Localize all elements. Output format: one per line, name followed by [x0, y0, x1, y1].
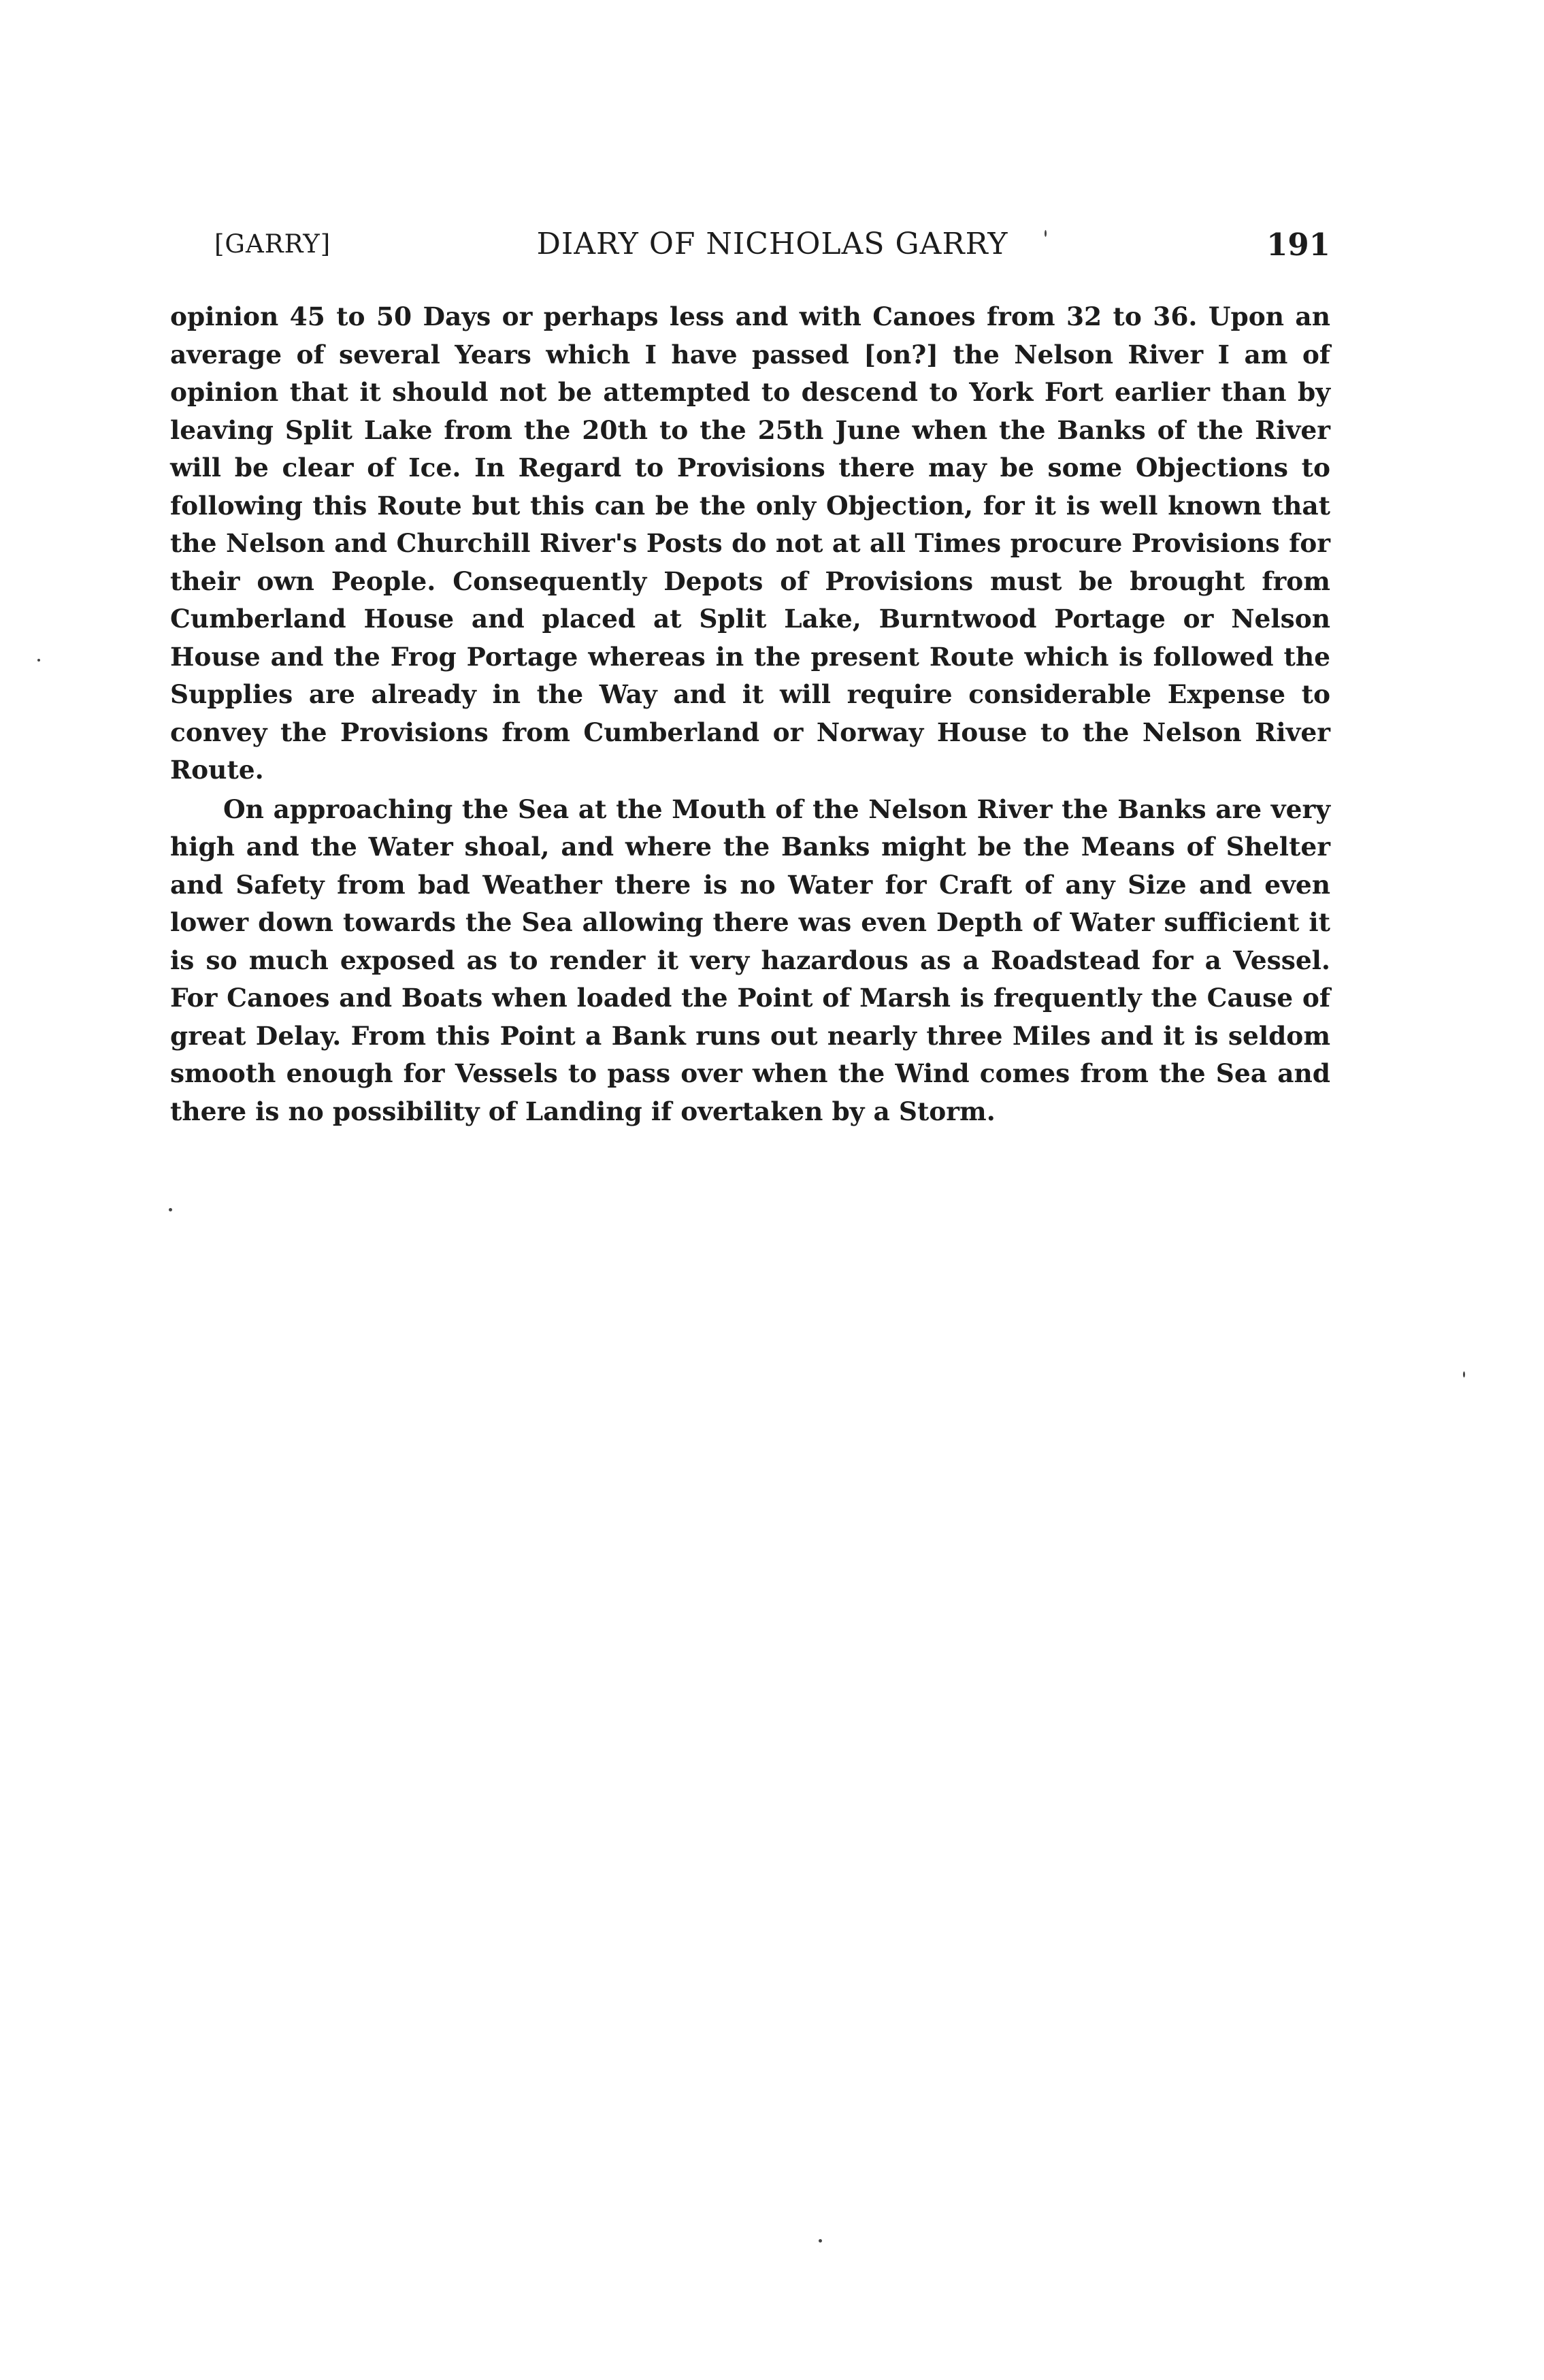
running-head-author: [GARRY]: [214, 229, 331, 259]
body-text: [170, 298, 1330, 1130]
paper-speck: [169, 1208, 172, 1211]
paragraph-2: On approaching the Sea at the Mouth of the Nelson River the Banks are very high and the Water shoal, and where the Banks might be the Means of Shelter and Safety from bad Weather there is no Water for Craft of any Size and even lower down towards the Sea allowing there was even Depth of Water sufficient it is so much exposed as to render it very hazardous as a Roadstead for a Vessel. For Canoes and Boats when loaded the Point of Marsh is frequently the Cause of great Delay. From this Point a Bank runs out nearly three Miles and it is seldom smooth enough for Vessels to pass over when the Wind comes from the Sea and there is no possibility of Landing if overtaken by a Storm.: [170, 794, 1330, 1126]
running-head: [214, 227, 1330, 274]
running-head-title: DIARY OF NICHOLAS GARRY: [536, 227, 1008, 261]
paper-speck: [1045, 230, 1047, 237]
paragraph-1: opinion 45 to 50 Days or perhaps less and with Canoes from 32 to 36. Upon an average of several Years which I have passed [on?] the Nelson River I am of opinion that it should not be attempted to descend to York Fort earlier than by leaving Split Lake from the 20th to the 25th June when the Banks of the River will be clear of Ice. In Regard to Provisions there may be some Objections to following this Route but this can be the only Objection, for it is well known that the Nelson and Churchill River's Posts do not at all Times procure Provisions for their own People. Consequently Depots of Provisions must be brought from Cumberland House and placed at Split Lake, Burntwood Portage or Nelson House and the Frog Portage whereas in the present Route which is followed the Supplies are already in the Way and it will require considerable Expense to convey the Provisions from Cumberland or Norway House to the Nelson River Route.: [170, 301, 1330, 785]
paper-speck: [819, 2239, 822, 2243]
paper-speck: [37, 659, 40, 662]
page-number: 191: [1266, 227, 1330, 263]
paper-speck: [1463, 1371, 1465, 1378]
